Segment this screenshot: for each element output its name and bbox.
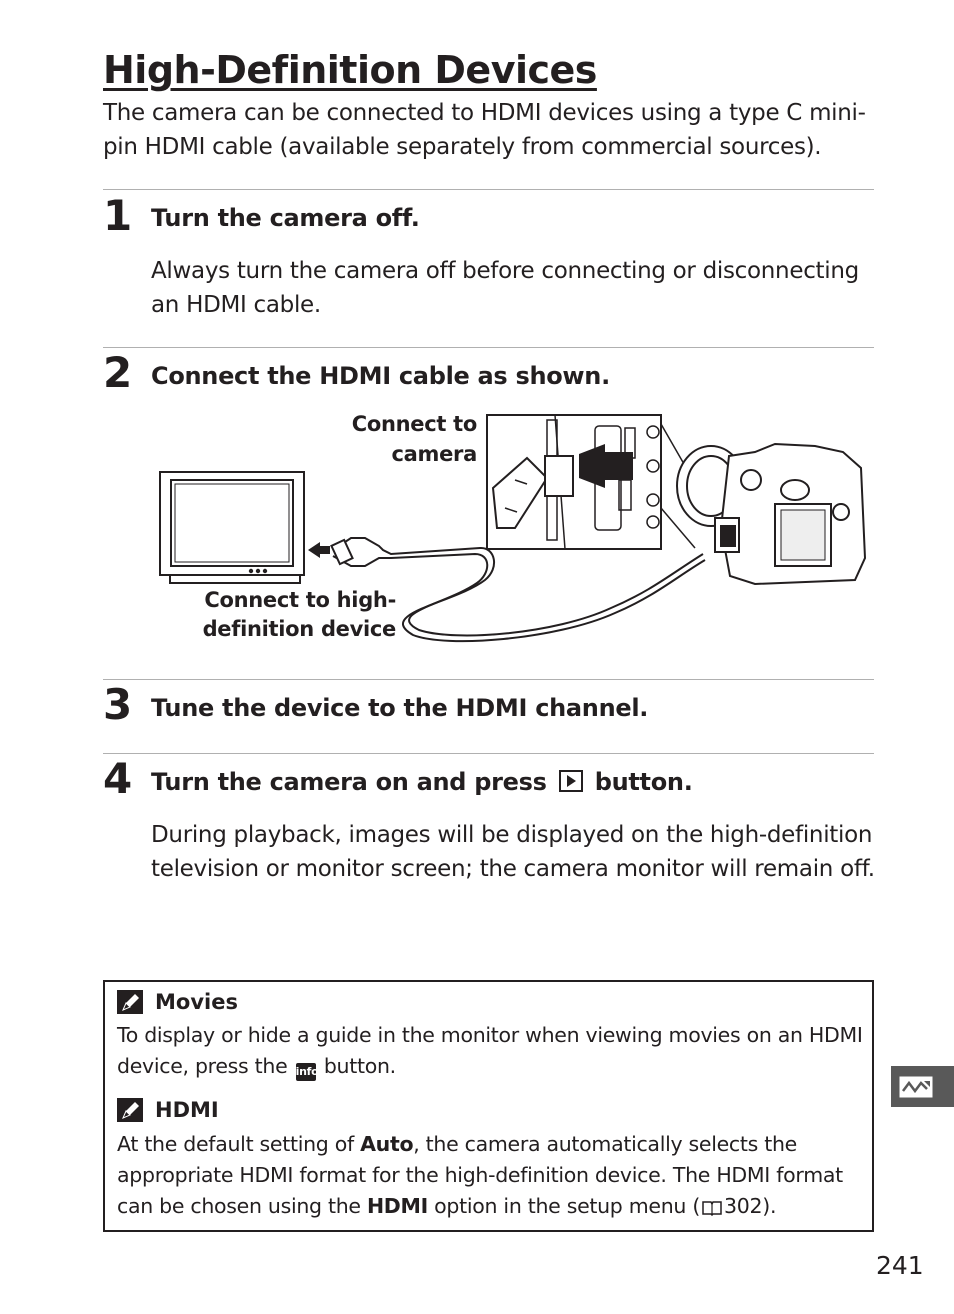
step-number-1: 1 (103, 191, 133, 240)
step-title-3: Tune the device to the HDMI channel. (151, 694, 649, 722)
notes-box (103, 980, 874, 1232)
step-number-2: 2 (103, 348, 133, 397)
diagram-graphics (155, 408, 875, 648)
note-heading-movies-text: Movies (155, 990, 238, 1014)
hdmi-connection-illustration (155, 408, 875, 648)
note-text-movies: To display or hide a guide in the monitor when viewing movies on an HDMI device, press the info button. (117, 1020, 867, 1082)
step-title-4-before: Turn the camera on and press (151, 768, 547, 796)
connections-tab-icon (899, 1076, 933, 1098)
section-tab[interactable] (891, 1066, 954, 1107)
note-heading-movies (117, 988, 238, 1016)
label-connect-to-device-line1: Connect to high- (204, 588, 396, 612)
television-icon (160, 472, 304, 583)
note-text-hdmi: At the default setting of Auto, the camera automatically selects the appropriate HDMI format for the high-definition device. The HDMI format can be chosen using the HDMI option in the setup menu ( 302). (117, 1132, 843, 1218)
step-title-4 (151, 766, 693, 798)
step-title-4-after: button. (594, 768, 693, 796)
label-connect-to-camera-line1: Connect to (351, 412, 477, 436)
hdmi-cable (331, 538, 705, 641)
playback-button-icon (559, 770, 583, 792)
step-divider (103, 753, 874, 754)
camera-port-inset (487, 415, 661, 549)
intro-paragraph: The camera can be connected to HDMI devices using a type C mini-pin HDMI cable (available separately from commercial sources). (103, 100, 866, 160)
step-divider (103, 347, 874, 348)
step-body-1: Always turn the camera off before connecting or disconnecting an HDMI cable. (151, 258, 859, 318)
info-button-icon: info (296, 1063, 316, 1081)
step-divider (103, 189, 874, 190)
step-title-1: Turn the camera off. (151, 204, 420, 232)
label-connect-to-camera-line2: camera (391, 442, 477, 466)
note-heading-hdmi (117, 1096, 219, 1124)
arrow-to-tv-icon (308, 542, 330, 558)
page-title: High-Definition Devices (103, 48, 597, 92)
step-number-4: 4 (103, 754, 133, 803)
pencil-note-icon (117, 990, 143, 1014)
camera-icon (677, 444, 865, 584)
step-divider (103, 679, 874, 680)
page-number: 241 (876, 1251, 924, 1280)
step-body-4: During playback, images will be displayed on the high-definition television or monitor screen; the camera monitor will remain off. (151, 822, 875, 882)
pencil-note-icon (117, 1098, 143, 1122)
page-reference-icon (702, 1200, 722, 1216)
step-number-3: 3 (103, 680, 133, 729)
note-heading-hdmi-text: HDMI (155, 1098, 219, 1122)
label-connect-to-device-line2: definition device (202, 617, 396, 641)
step-title-2: Connect the HDMI cable as shown. (151, 362, 610, 390)
